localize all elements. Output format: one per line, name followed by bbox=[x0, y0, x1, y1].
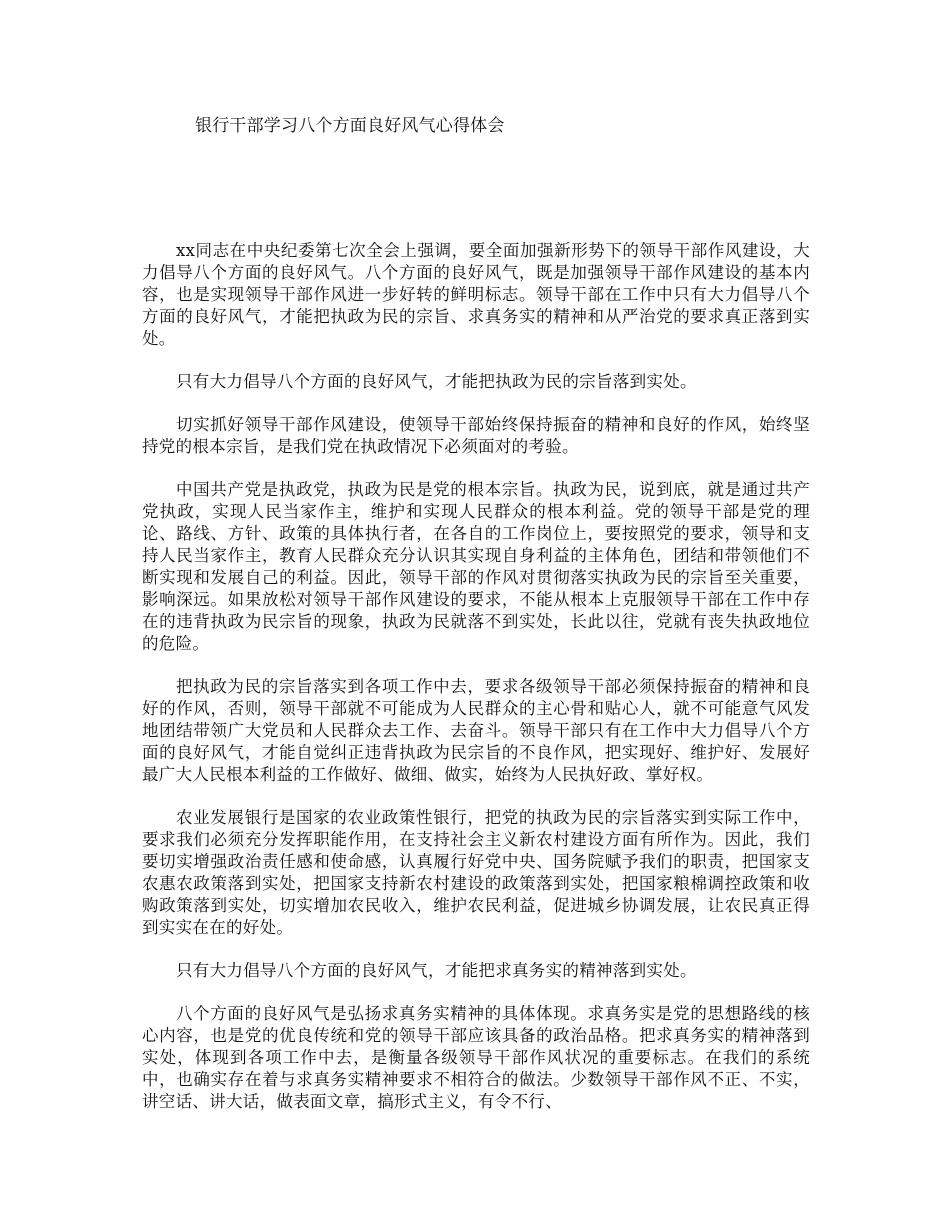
paragraph-8: 八个方面的良好风气是弘扬求真务实精神的具体体现。求真务实是党的思想路线的核心内容，也是党的优良传统和党的领导干部应该具备的政治品格。把求真务实的精神落到实处，体现到各项工作中去，是衡量各级领导干部作风状况的重要标志。在我们的系统中，也确实存在着与求真务实精神要求不相符合的做法。少数领导干部作风不正、不实，讲空话、讲大话，做表面文章，搞形式主义，有令不行、 bbox=[142, 1004, 810, 1111]
paragraph-3: 切实抓好领导干部作风建设，使领导干部始终保持振奋的精神和良好的作风，始终坚持党的根本宗旨，是我们党在执政情况下必须面对的考验。 bbox=[142, 415, 810, 456]
paragraph-7: 只有大力倡导八个方面的良好风气，才能把求真务实的精神落到实处。 bbox=[176, 961, 697, 980]
paragraph-5: 把执政为民的宗旨落实到各项工作中去，要求各级领导干部必须保持振奋的精神和良好的作风，否则，领导干部就不可能成为人民群众的主心骨和贴心人，就不可能意气风发地团结带领广大党员和人民群众去工作、去奋斗。领导干部只有在工作中大力倡导八个方面的良好风气，才能自觉纠正违背执政为民宗旨的不良作风，把实现好、维护好、发展好最广大人民根本利益的工作做好、做细、做实，始终为人民执好政、掌好权。 bbox=[142, 677, 810, 784]
paragraph-2: 只有大力倡导八个方面的良好风气，才能把执政为民的宗旨落到实处。 bbox=[176, 372, 697, 391]
paragraph-4: 中国共产党是执政党，执政为民是党的根本宗旨。执政为民，说到底，就是通过共产党执政，实现人民当家作主，维护和实现人民群众的根本利益。党的领导干部是党的理论、路线、方针、政策的具体执行者，在各自的工作岗位上，要按照党的要求，领导和支持人民当家作主，教育人民群众充分认识其实现自身利益的主体角色，团结和带领他们不断实现和发展自己的利益。因此，领导干部的作风对贯彻落实执政为民的宗旨至关重要，影响深远。如果放松对领导干部作风建设的要求，不能从根本上克服领导干部在工作中存在的违背执政为民宗旨的现象，执政为民就落不到实处，长此以往，党就有丧失执政地位的危险。 bbox=[142, 480, 810, 653]
document-title: 银行干部学习八个方面良好风气心得体会 bbox=[195, 116, 505, 136]
paragraph-1: xx同志在中央纪委第七次全会上强调，要全面加强新形势下的领导干部作风建设，大力倡导八个方面的良好风气。八个方面的良好风气，既是加强领导干部作风建设的基本内容，也是实现领导干部作风进一步好转的鲜明标志。领导干部在工作中只有大力倡导八个方面的良好风气，才能把执政为民的宗旨、求真务实的精神和从严治党的要求真正落到实处。 bbox=[142, 241, 810, 348]
paragraph-6: 农业发展银行是国家的农业政策性银行，把党的执政为民的宗旨落实到实际工作中，要求我们必须充分发挥职能作用，在支持社会主义新农村建设方面有所作为。因此，我们要切实增强政治责任感和使命感，认真履行好党中央、国务院赋予我们的职责，把国家支农惠农政策落到实处，把国家支持新农村建设的政策落到实处，把国家粮棉调控政策和收购政策落到实处，切实增加农民收入，维护农民利益，促进城乡协调发展，让农民真正得到实实在在的好处。 bbox=[142, 808, 810, 937]
document-body bbox=[142, 240, 810, 1134]
